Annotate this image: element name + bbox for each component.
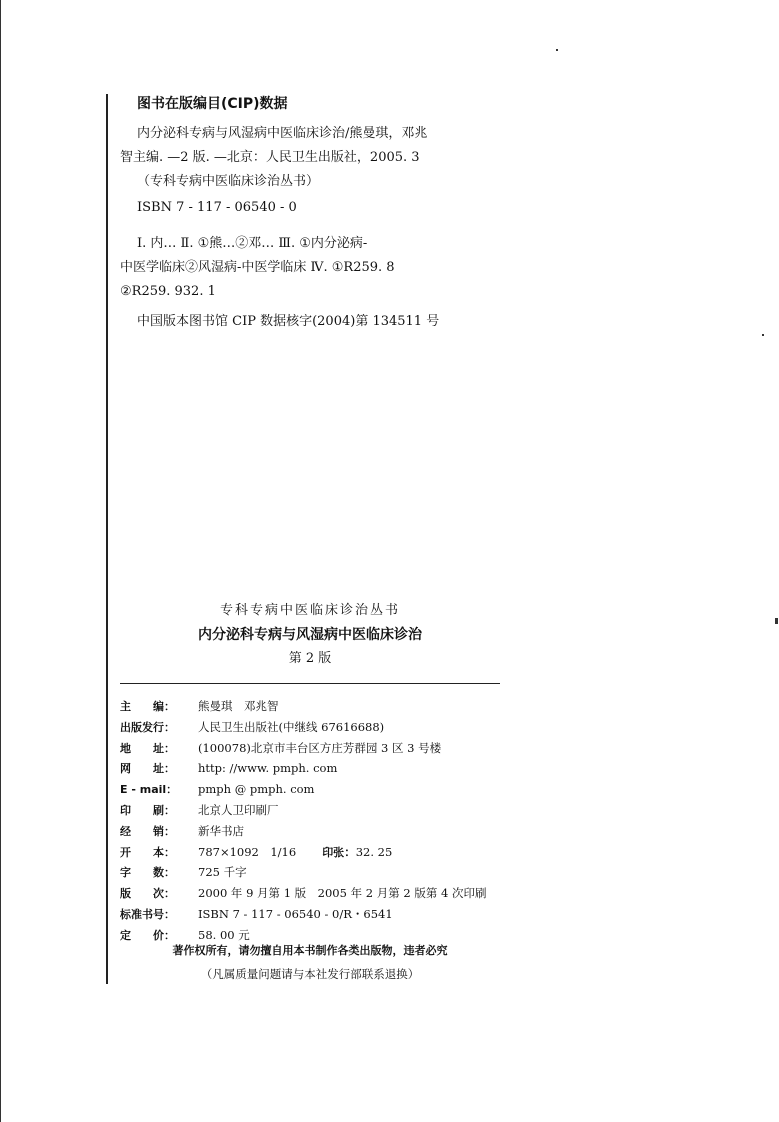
cip-line: ISBN 7 - 117 - 06540 - 0 (137, 200, 297, 215)
copyright-notice: 著作权所有，请勿擅自用本书制作各类出版物，违者必究 (172, 944, 448, 957)
cip-line: 智主编. —2 版. —北京：人民卫生出版社，2005. 3 (120, 150, 420, 165)
field-value: 58. 00 元 (198, 927, 250, 942)
field-row (120, 696, 486, 717)
cip-number: 中国版本图书馆 CIP 数据核字(2004)第 134511 号 (137, 314, 440, 329)
colophon-fields (120, 696, 486, 946)
field-label: 地 址： (120, 741, 175, 755)
field-label: 开 本： (120, 845, 175, 859)
field-value: (100078)北京市丰台区方庄芳群园 3 区 3 号楼 (198, 740, 442, 755)
field-label: 印 刷： (120, 803, 175, 817)
field-label: 主 编： (120, 700, 175, 713)
book-title: 内分泌科专病与风湿病中医临床诊治 (198, 627, 422, 643)
field-label: 出版发行： (120, 720, 175, 734)
return-note: （凡属质量问题请与本社发行部联系退换） (200, 967, 420, 981)
field-value: 北京人卫印刷厂 (198, 802, 279, 817)
field-value: pmph @ pmph. com (198, 782, 315, 797)
field-value: 787×1092 1/16 (198, 844, 297, 859)
field-label: 标准书号： (120, 907, 175, 921)
cip-heading: 图书在版编目(CIP)数据 (137, 96, 288, 112)
field-label: 字 数： (120, 866, 175, 880)
scan-speck (556, 49, 558, 51)
cip-line: 中医学临床②风湿病-中医学临床 Ⅳ. ①R259. 8 (120, 260, 395, 275)
field-label: 经 销： (120, 824, 175, 838)
field-value: 725 千字 (198, 865, 247, 880)
field-value: ISBN 7 - 117 - 06540 - 0/R・6541 (198, 906, 393, 921)
field-label: E - mail： (120, 783, 178, 797)
series-title: 专科专病中医临床诊治丛书 (219, 603, 400, 618)
scan-speck (762, 334, 764, 336)
cip-line: ②R259. 932. 1 (120, 284, 216, 299)
field-row (120, 779, 486, 800)
field-row (120, 800, 486, 821)
cip-line: （专科专病中医临床诊治丛书） (137, 174, 320, 189)
page-edge (0, 0, 1, 1122)
field-label: 版 次： (120, 887, 175, 901)
field-value: 人民卫生出版社(中继线 67616688) (198, 719, 385, 734)
field-row (120, 904, 486, 925)
field-label: 网 址： (120, 762, 175, 776)
field-row (120, 717, 486, 738)
field-value: 熊曼琪 邓兆智 (198, 699, 279, 713)
field-value: 新华书店 (198, 823, 244, 838)
field-row (120, 821, 486, 842)
divider (120, 683, 500, 684)
field-value: http: //www. pmph. com (198, 761, 338, 776)
field-row (120, 738, 486, 759)
field-row (120, 862, 486, 883)
field-row (120, 883, 486, 904)
field-row (120, 758, 486, 779)
sheets-label: 印张 (322, 845, 345, 859)
margin-rule (106, 94, 108, 984)
scan-speck (775, 618, 778, 624)
cip-line: 内分泌科专病与风湿病中医临床诊治/熊曼琪，邓兆 (137, 126, 428, 141)
field-row: 开 本： 787×1092 1/16 印张：32. 25 (120, 842, 486, 863)
edition: 第 2 版 (288, 651, 332, 666)
field-label: 定 价： (120, 928, 175, 942)
sheets-value: 32. 25 (355, 844, 393, 859)
cip-line: Ⅰ. 内… Ⅱ. ①熊…②邓… Ⅲ. ①内分泌病- (137, 236, 368, 251)
field-value: 2000 年 9 月第 1 版 2005 年 2 月第 2 版第 4 次印刷 (198, 886, 487, 901)
